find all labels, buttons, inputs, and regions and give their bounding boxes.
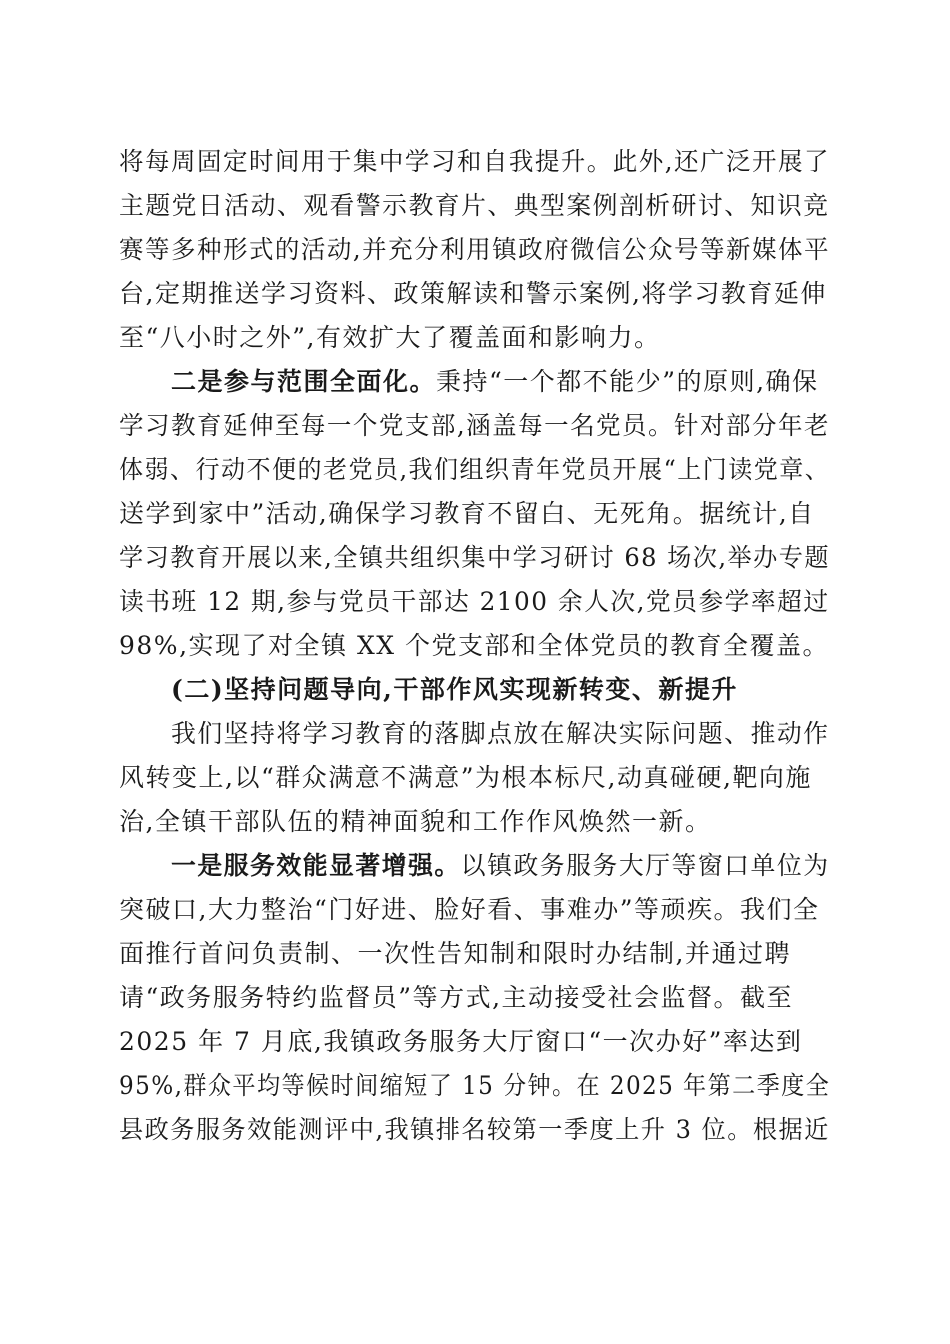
text-line: 突破口,大力整治“门好进、脸好看、事难办”等顽疾。我们全 — [119, 895, 820, 924]
text-line: 风转变上,以“群众满意不满意”为根本标尺,动真碰硬,靶向施 — [119, 763, 812, 792]
text-line: 县政务服务效能测评中,我镇排名较第一季度上升 3 位。根据近 — [119, 1115, 830, 1144]
text-line: 读书班 12 期,参与党员干部达 2100 余人次,党员参学率超过 — [119, 587, 830, 616]
section-heading: (二)坚持问题导向,干部作风实现新转变、新提升 — [171, 675, 738, 704]
text-line: 我们坚持将学习教育的落脚点放在解决实际问题、推动作 — [171, 719, 830, 748]
text-line: 请“政务服务特约监督员”等方式,主动接受社会监督。截至 — [119, 983, 794, 1012]
paragraph-lead-heading: 二是参与范围全面化。 — [171, 367, 437, 396]
paragraph-first-line — [171, 362, 819, 402]
paragraph-lead-text: 秉持“一个都不能少”的原则,确保 — [436, 367, 819, 396]
text-line: 学习教育开展以来,全镇共组织集中学习研讨 68 场次,举办专题 — [119, 543, 831, 572]
paragraph-first-line — [171, 846, 830, 886]
text-line: 主题党日活动、观看警示教育片、典型案例剖析研讨、知识竞 — [119, 191, 830, 220]
text-line: 面推行首问负责制、一次性告知制和限时办结制,并通过聘 — [119, 939, 791, 968]
text-line: 98%,实现了对全镇 XX 个党支部和全体党员的教育全覆盖。 — [119, 631, 830, 660]
text-line: 2025 年 7 月底,我镇政务服务大厅窗口“一次办好”率达到 — [119, 1027, 803, 1056]
text-line: 将每周固定时间用于集中学习和自我提升。此外,还广泛开展了 — [119, 147, 830, 176]
text-line: 95%,群众平均等候时间缩短了 15 分钟。在 2025 年第二季度全 — [119, 1071, 831, 1100]
text-line: 送学到家中”活动,确保学习教育不留白、无死角。据统计,自 — [119, 499, 815, 528]
text-line: 赛等多种形式的活动,并充分利用镇政府微信公众号等新媒体平 — [119, 235, 830, 264]
text-line: 学习教育延伸至每一个党支部,涵盖每一名党员。针对部分年老 — [119, 411, 830, 440]
text-line: 体弱、行动不便的老党员,我们组织青年党员开展“上门读党章、 — [119, 455, 831, 484]
text-line: 台,定期推送学习资料、政策解读和警示案例,将学习教育延伸 — [119, 279, 827, 308]
paragraph-lead-heading: 一是服务效能显著增强。 — [171, 851, 461, 880]
text-line: 至“八小时之外”,有效扩大了覆盖面和影响力。 — [119, 323, 661, 352]
text-line: 治,全镇干部队伍的精神面貌和工作作风焕然一新。 — [119, 807, 712, 836]
paragraph-lead-text: 以镇政务服务大厅等窗口单位为 — [460, 851, 830, 880]
